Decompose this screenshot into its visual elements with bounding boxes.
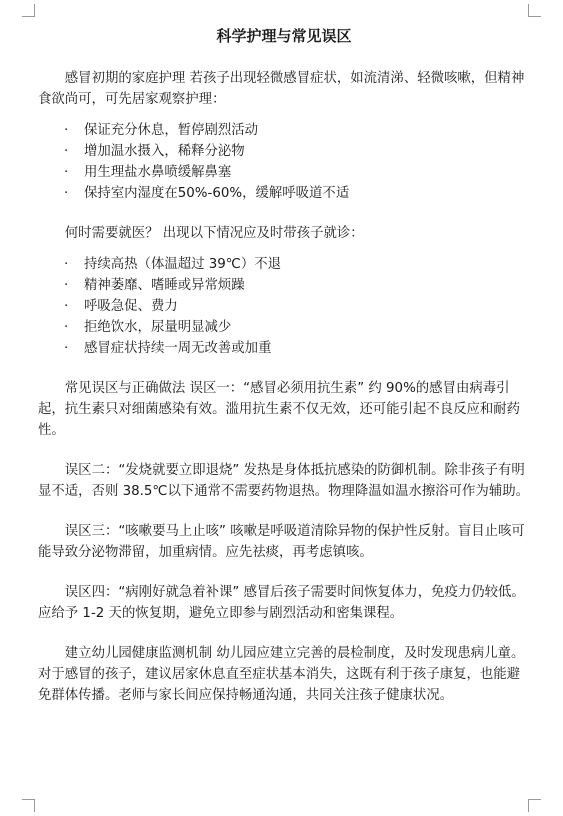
bullet-icon: ·: [64, 186, 69, 201]
bullet-icon: ·: [64, 257, 69, 272]
page-corner-mark-bottom-left: [22, 799, 35, 812]
page-corner-mark-bottom-right: [528, 799, 541, 812]
monitor-paragraph: 建立幼儿园健康监测机制 幼儿园应建立完善的晨检制度，及时发现患病儿童。对于感冒的孩子，建议居家休息直至症状基本消失，这既有利于孩子康复，也能避免群体传播。老师与家长间应保持畅通沟通，共同关注孩子健康状况。: [38, 646, 525, 703]
doctor-list: [38, 254, 530, 359]
myth-four-paragraph: 误区四：“病刚好就急着补课” 感冒后孩子需要时间恢复体力，免疫力仍较低。应给予 1-2 天的恢复期，避免立即参与剧烈活动和密集课程。: [38, 585, 525, 621]
document-page: [38, 24, 530, 706]
intro-paragraph: 感冒初期的家庭护理 若孩子出现轻微感冒症状，如流清涕、轻微咳嗽，但精神食欲尚可，可先居家观察护理：: [38, 71, 525, 107]
page-corner-mark-top-right: [528, 4, 541, 17]
myth-two-paragraph: 误区二：“发烧就要立即退烧” 发热是身体抵抗感染的防御机制。除非孩子有明显不适，否则 38.5℃以下通常不需要药物退热。物理降温如温水擦浴可作为辅助。: [38, 463, 529, 499]
list-item: · 呼吸急促、费力: [64, 296, 530, 317]
list-item: · 用生理盐水鼻喷缓解鼻塞: [64, 162, 530, 183]
document-title: 科学护理与常见误区: [216, 27, 352, 45]
myth-three-paragraph: 误区三：“咳嗽要马上止咳” 咳嗽是呼吸道清除异物的保护性反射。盲目止咳可能导致分泌物滞留，加重病情。应先祛痰，再考虑镇咳。: [38, 524, 525, 560]
care-list: [38, 120, 530, 204]
bullet-icon: ·: [64, 278, 69, 293]
bullet-icon: ·: [64, 165, 69, 180]
list-item: · 感冒症状持续一周无改善或加重: [64, 338, 530, 359]
bullet-icon: ·: [64, 299, 69, 314]
myth-one-paragraph: 常见误区与正确做法 误区一：“感冒必须用抗生素” 约 90%的感冒由病毒引起，抗生素只对细菌感染有效。滥用抗生素不仅无效，还可能引起不良反应和耐药性。: [38, 381, 521, 438]
list-item: · 保证充分休息，暂停剧烈活动: [64, 120, 530, 141]
when-doctor-paragraph: 何时需要就医？ 出现以下情况应及时带孩子就诊：: [64, 226, 364, 241]
page-corner-mark-top-left: [22, 4, 35, 17]
list-item: · 保持室内湿度在50%-60%，缓解呼吸道不适: [64, 183, 530, 204]
list-item: · 拒绝饮水，尿量明显减少: [64, 317, 530, 338]
bullet-icon: ·: [64, 123, 69, 138]
list-item: · 精神萎靡、嗜睡或异常烦躁: [64, 275, 530, 296]
bullet-icon: ·: [64, 144, 69, 159]
list-item: · 增加温水摄入，稀释分泌物: [64, 141, 530, 162]
list-item: · 持续高热（体温超过 39℃）不退: [64, 254, 530, 275]
bullet-icon: ·: [64, 320, 69, 335]
bullet-icon: ·: [64, 341, 69, 356]
